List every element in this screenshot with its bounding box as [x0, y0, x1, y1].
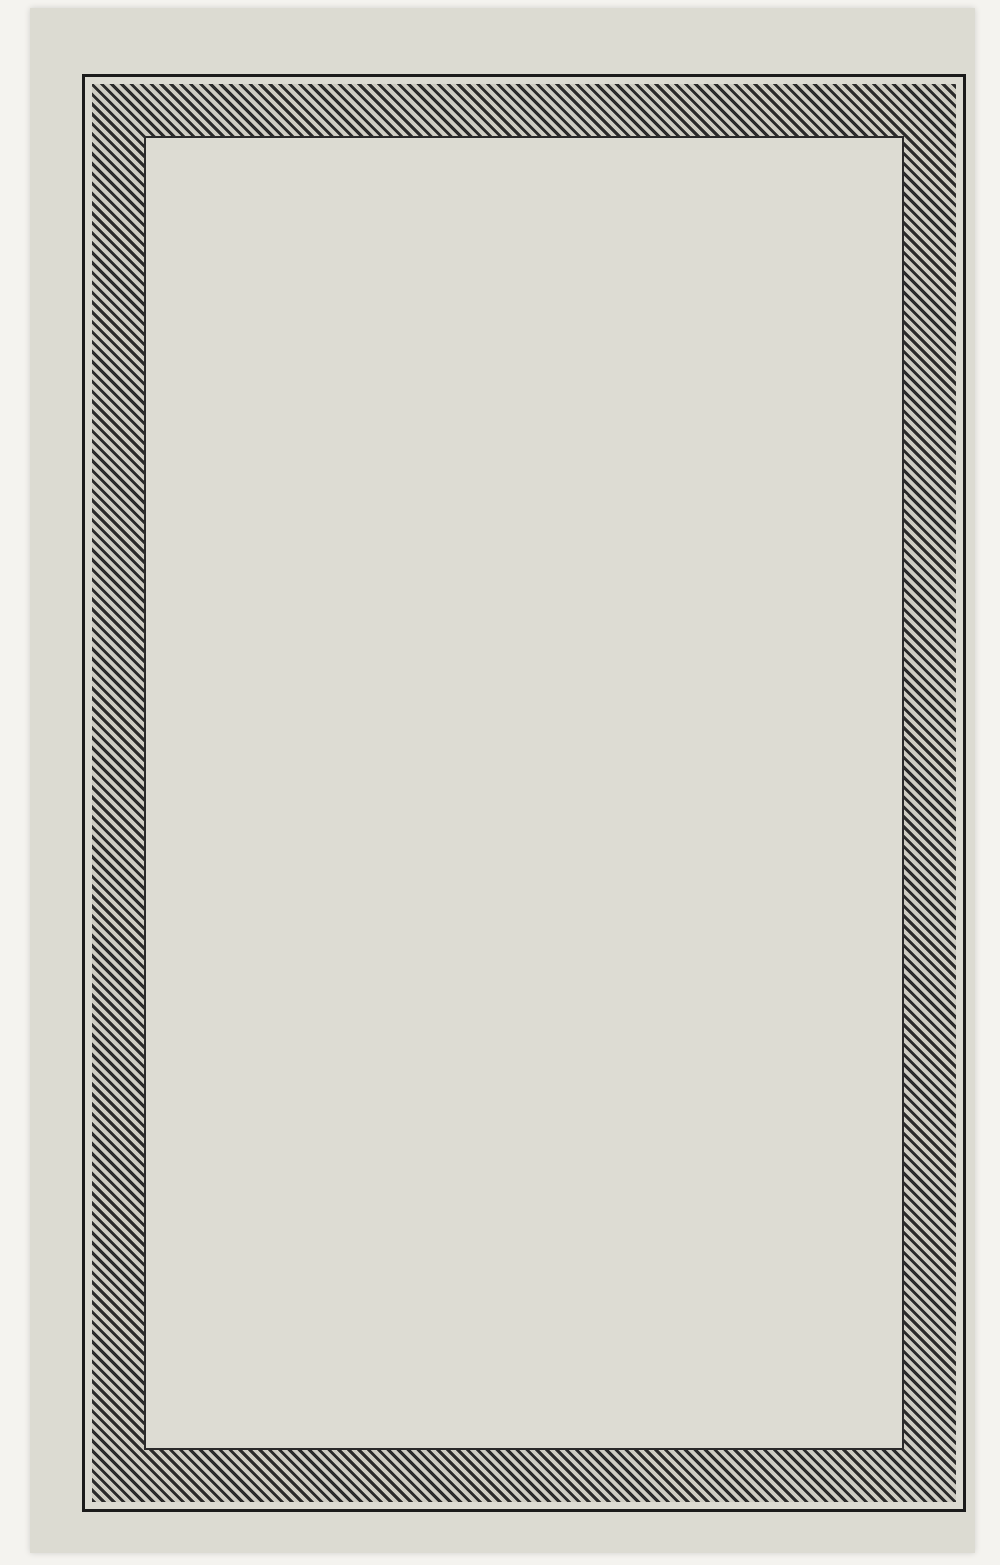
table-of-contents: [150, 150, 902, 1445]
